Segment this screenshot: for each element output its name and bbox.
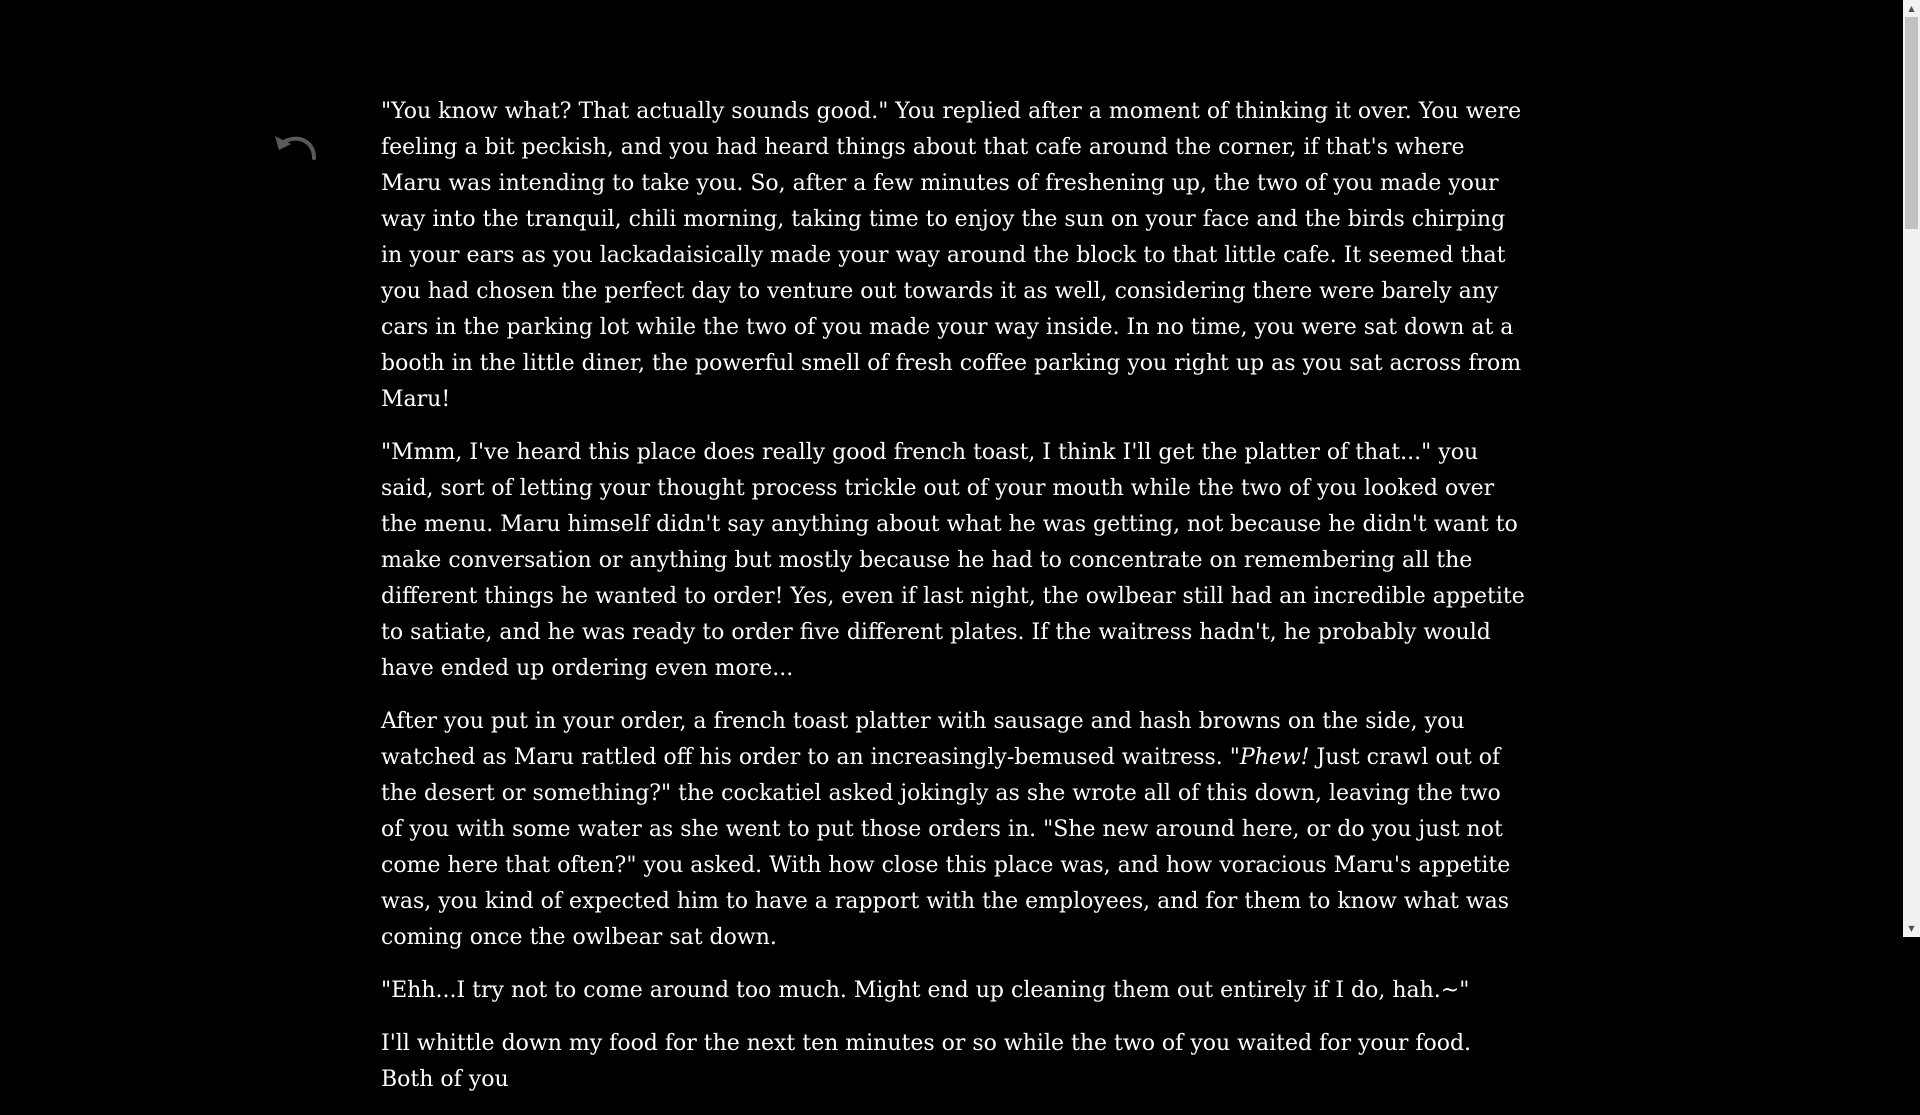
story-paragraph: "You know what? That actually sounds good." You replied after a moment of thinking it over. You were feeling a bit peckish, and you had heard things about that cafe around the corner, if that's where Maru was intending to take you. So, after a few minutes of freshening up, the two of you made your way into the tranquil, chili morning, taking time to enjoy the sun on your face and the birds chirping in your ears as you lackadaisically made your way around the block to that little cafe. It seemed that you had chosen the perfect day to venture out towards it as well, considering there were barely any cars in the parking lot while the two of you made your way inside. In no time, you were sat down at a booth in the little diner, the powerful smell of fresh coffee parking you right up as you sat across from Maru! bbox=[381, 99, 1522, 412]
vertical-scrollbar[interactable] bbox=[1903, 0, 1920, 937]
undo-button[interactable] bbox=[270, 128, 322, 168]
scrollbar-thumb[interactable] bbox=[1905, 17, 1918, 229]
story-paragraph bbox=[381, 704, 1527, 956]
story-text-run: "Mmm, I've heard this place does really good french toast, I think I'll get the platter of that..." you said, sort of letting your thought process trickle out of your mouth while the two of you looked over the menu. Maru himself didn't say anything about what he was getting, not because he didn't want to make conversation or anything but mostly because he had to concentrate on remembering all the different things he wanted to order! Yes, even if last night, the owlbear still had an incredible appetite to satiate, and he was ready to order five different plates. If the waitress hadn't, he probably would have ended up ordering even more... bbox=[381, 440, 1525, 681]
undo-arrow-icon bbox=[270, 128, 322, 168]
story-paragraph: "Ehh...I try not to come around too much. Might end up cleaning them out entirely if I do, hah.~" bbox=[381, 978, 1470, 1003]
story-text-run: After you put in your order, a french toast platter with sausage and hash browns on the side, you watched as Maru rattled off his order to an increasingly-bemused waitress. " bbox=[381, 709, 1465, 770]
scroll-up-arrow-icon[interactable]: ▲ bbox=[1908, 4, 1915, 13]
scroll-down-arrow-icon[interactable]: ▼ bbox=[1908, 924, 1915, 933]
story-paragraph bbox=[381, 435, 1527, 687]
story-paragraph: I'll whittle down my food for the next ten minutes or so while the two of you waited for your food. Both of you bbox=[381, 1031, 1472, 1092]
story-text bbox=[381, 94, 1527, 1115]
story-text-run: Just crawl out of the desert or something?" the cockatiel asked jokingly as she wrote all of this down, leaving the two of you with some water as she went to put those orders in. "She new around here, or do you just not come here that often?" you asked. With how close this place was, and how voracious Maru's appetite was, you kind of expected him to have a rapport with the employees, and for them to know what was coming once the owlbear sat down. bbox=[381, 745, 1511, 950]
story-italic-text: Phew! bbox=[1239, 745, 1310, 770]
